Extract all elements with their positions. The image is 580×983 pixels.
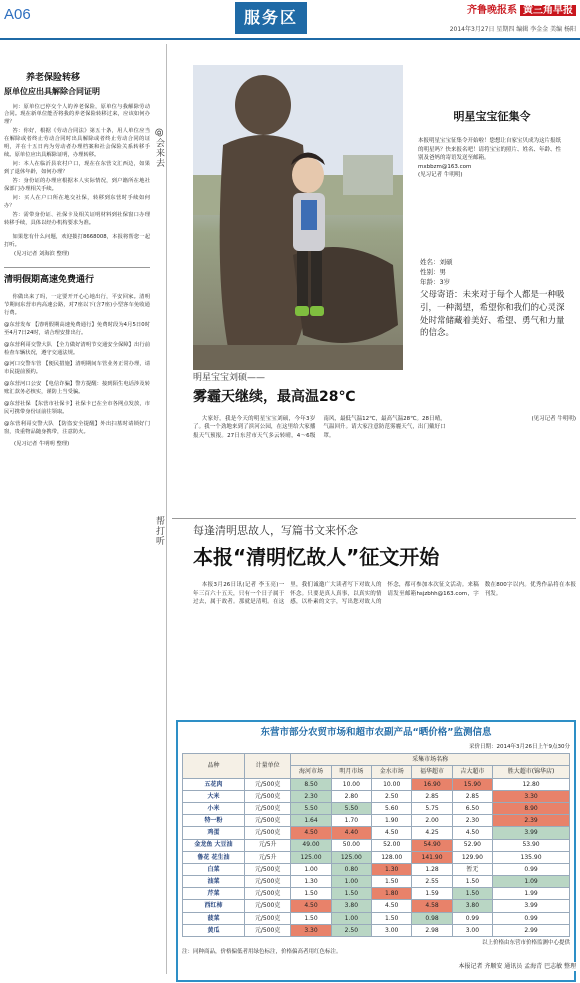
- unit-cell: 元/500克: [244, 876, 290, 888]
- price-cell: 1.50: [291, 912, 331, 924]
- weibo-post: @河口交警车管 【便民措施】清明期间车管业务正常办理，请市民提前预约。: [4, 361, 150, 376]
- product-name: 鸡蛋: [183, 827, 245, 839]
- qingming-paragraph: 本报3月26日讯(记者 李玉亮)一年三百六十五天，只有一个日子属于过去，属于故者。那就是清明。在这里，我们诚邀广大读者写下对故人的怀念。只要是真人真事，以真实的情感，以朴素的文字，写出您对故人的怀念，都可参加本次征文活动。来稿请发至邮箱hsjzbhh@163.com，字数在800字以内。优秀作品将在本报刊发。: [193, 582, 576, 606]
- unit-cell: 元/500克: [244, 778, 290, 790]
- price-cell: 2.80: [331, 790, 371, 802]
- price-cell: 129.90: [452, 851, 492, 863]
- highway-body: 你做出来了吗，一定要开开心心地出行，平安回家。清明节期间东营市内高速公路，对7座以下(含7座)小型客车免收通行费。: [4, 293, 150, 316]
- baby-photo: [193, 65, 403, 370]
- brand-logo: 齐鲁晚报系 黄三角早报: [467, 3, 576, 19]
- price-cell: 1.30: [372, 863, 412, 875]
- price-cell: 0.99: [493, 912, 570, 924]
- qingming-sub: 每逢清明思故人，写篇书文来怀念: [193, 524, 358, 537]
- page-number: A06: [4, 6, 31, 23]
- page-header: [0, 0, 580, 40]
- price-cell: 1.09: [493, 876, 570, 888]
- vertical-tab-bangdating: 帮打听: [154, 516, 164, 546]
- price-cell: 4.58: [412, 900, 452, 912]
- col-header: 吉大超市: [452, 766, 492, 778]
- weather-kicker: 明星宝宝刘硕——: [193, 373, 266, 383]
- price-cell: 1.00: [331, 876, 371, 888]
- price-cell: 52.90: [452, 839, 492, 851]
- col-header: 明月市场: [331, 766, 371, 778]
- unit-cell: 元/5升: [244, 839, 290, 851]
- baby-call-email: mxbbzm@163.com: [418, 163, 472, 170]
- price-cell: 4.50: [452, 827, 492, 839]
- price-cell: 3.00: [372, 924, 412, 936]
- price-cell: 4.25: [412, 827, 452, 839]
- qa-paragraph: 问：原单位已停交个人的养老保险，原单位与我解除劳动合同。现在新单位能否将我的养老保险转移过来，应该如何办理？: [4, 103, 150, 126]
- price-cell: 125.00: [291, 851, 331, 863]
- price-note: 注：同种商品，价格偏低者用绿色标注，价格偏高者用红色标注。: [182, 948, 342, 955]
- price-cell: 4.50: [291, 900, 331, 912]
- weibo-post: @东营利哥交警大队 【防盗安全提醒】外出扫墓时请锁好门窗，贵重物品随身携带，注意防火。: [4, 421, 150, 435]
- price-cell: 1.50: [291, 888, 331, 900]
- qa-paragraph: 问：买人在户口所在地交社保，转移到东营时手续如何办？: [4, 194, 150, 209]
- product-name: 特一粉: [183, 815, 245, 827]
- price-cell: 2.50: [331, 924, 371, 936]
- weibo-post: @东营发布 【清明假期高速免费通行】免费时段为4月5日0时至4月7日24时，请合理安排出行。: [4, 321, 150, 336]
- price-cell: 3.00: [452, 924, 492, 936]
- divider: [4, 267, 150, 268]
- dateline: 2014年3月27日 星期四 编辑 李金金 美编 杨阳: [449, 26, 576, 33]
- price-cell: 1.50: [452, 888, 492, 900]
- price-cell: 16.90: [412, 778, 452, 790]
- unit-cell: 元/500克: [244, 924, 290, 936]
- table-row: [183, 924, 570, 936]
- article-title-pension: 养老保险转移: [26, 73, 81, 83]
- price-cell: 3.99: [493, 900, 570, 912]
- price-cell: 暂无: [452, 863, 492, 875]
- qa-paragraph: 答：需带身份证、社保卡及相关证明材料到社保窗口办理转移手续，具体以经办机构要求为准。: [4, 211, 150, 226]
- price-cell: 0.98: [412, 912, 452, 924]
- table-row: [183, 802, 570, 814]
- price-cell: 128.00: [372, 851, 412, 863]
- price-cell: 12.80: [493, 778, 570, 790]
- col-header: 计量单位: [244, 754, 290, 778]
- unit-cell: 元/500克: [244, 827, 290, 839]
- credit: (见习记者 牛明明): [418, 172, 463, 179]
- unit-cell: 元/500克: [244, 863, 290, 875]
- price-cell: 3.30: [493, 790, 570, 802]
- price-cell: 2.30: [452, 815, 492, 827]
- price-cell: 10.00: [372, 778, 412, 790]
- price-cell: 0.99: [452, 912, 492, 924]
- col-header: 金水市场: [372, 766, 412, 778]
- price-cell: 1.64: [291, 815, 331, 827]
- product-name: 油菜: [183, 876, 245, 888]
- price-credits: 本报记者 齐顺安 通讯员 孟海青 巴志敏 整理: [330, 962, 576, 971]
- price-cell: 54.90: [412, 839, 452, 851]
- table-row: [183, 888, 570, 900]
- product-name: 小米: [183, 802, 245, 814]
- table-row: [183, 827, 570, 839]
- price-cell: 4.40: [331, 827, 371, 839]
- weather-paragraph: 大家好，我是今天的明星宝宝刘硕，今年3岁了。我一个劲地来到了滨河公园，在这里给大家播报天气预报。27日东营市天气多云转晴，4～6级南风，最低气温12℃，最高气温28℃。28日晴，气温回升。请大家注意防范雾霾天气，出门戴好口罩。: [193, 415, 446, 439]
- qingming-article: [193, 522, 576, 686]
- price-cell: 1.28: [412, 863, 452, 875]
- baby-wish: 父母寄语：未来对于每个人都是一种吸引，一种渴望，希望你和我们的心灵深处时常储藏着美好、希望、勇气和力量的信念。: [420, 290, 565, 339]
- product-name: 五花肉: [183, 778, 245, 790]
- price-cell: 0.80: [331, 863, 371, 875]
- table-row: [183, 912, 570, 924]
- price-cell: 135.90: [493, 851, 570, 863]
- price-source: 以上价格由东营市价格监测中心提供: [481, 940, 570, 947]
- price-cell: 1.00: [291, 863, 331, 875]
- unit-cell: 元/5升: [244, 851, 290, 863]
- unit-cell: 元/500克: [244, 790, 290, 802]
- price-cell: 2.98: [412, 924, 452, 936]
- hotline-note: 如果您有什么问题，欢迎拨打8668008，本报将帮您一起打听。: [4, 233, 150, 248]
- price-cell: 8.50: [291, 778, 331, 790]
- baby-call-body: [408, 137, 576, 180]
- price-cell: 15.90: [452, 778, 492, 790]
- table-row: [183, 778, 570, 790]
- price-cell: 2.85: [412, 790, 452, 802]
- left-column: [4, 72, 150, 977]
- product-name: 黄瓜: [183, 924, 245, 936]
- product-name: 金龙鱼 大豆油: [183, 839, 245, 851]
- credit: (见习记者 牛明明 整理): [14, 440, 70, 447]
- price-cell: 5.50: [291, 802, 331, 814]
- baby-call-box: [408, 108, 576, 180]
- price-cell: 125.00: [331, 851, 371, 863]
- header-rule: [0, 38, 580, 40]
- unit-cell: 元/500克: [244, 888, 290, 900]
- qa-paragraph: 答：身份证的办理应根据本人实际情况，到户籍所在地社保部门办理相关手续。: [4, 177, 150, 192]
- divider: [172, 518, 576, 519]
- baby-age: 年龄：3岁: [420, 278, 451, 287]
- table-row: [183, 815, 570, 827]
- price-cell: 1.50: [372, 912, 412, 924]
- product-name: 白菜: [183, 863, 245, 875]
- unit-cell: 元/500克: [244, 900, 290, 912]
- price-cell: 3.80: [331, 900, 371, 912]
- price-cell: 2.30: [291, 790, 331, 802]
- unit-cell: 元/500克: [244, 802, 290, 814]
- price-cell: 1.70: [331, 815, 371, 827]
- price-cell: 0.99: [493, 863, 570, 875]
- qingming-body: [193, 581, 576, 686]
- section-banner: 服务区: [235, 2, 307, 34]
- product-name: 鲁花 花生油: [183, 851, 245, 863]
- weibo-post: @东营社保 【东营市社保卡】社保卡已在全市各网点发放，市民可携带身份证前往领取。: [4, 401, 150, 416]
- weibo-post: @东营河口公安 【电信诈骗】警方提醒：接到陌生电话涉及转账汇款务必核实，谨防上当受骗。: [4, 381, 150, 396]
- price-cell: 10.00: [331, 778, 371, 790]
- price-cell: 2.50: [372, 790, 412, 802]
- table-row: [183, 876, 570, 888]
- price-cell: 1.50: [452, 876, 492, 888]
- qa-paragraph: 问：本人在临沂县农村户口，现在在东营文汇西边，如果到了退休年龄，如何办理？: [4, 161, 150, 175]
- product-name: 芹菜: [183, 888, 245, 900]
- price-cell: 49.00: [291, 839, 331, 851]
- price-cell: 5.60: [372, 802, 412, 814]
- col-header: 品种: [183, 754, 245, 778]
- price-cell: 2.99: [493, 924, 570, 936]
- product-name: 菠菜: [183, 912, 245, 924]
- table-row: [183, 839, 570, 851]
- price-cell: 5.50: [331, 802, 371, 814]
- group-header: 采集市场名称: [291, 754, 570, 766]
- baby-name: 姓名：刘硕: [420, 258, 453, 266]
- weather-body: [193, 415, 576, 505]
- price-cell: 53.90: [493, 839, 570, 851]
- baby-gender: 性别：男: [420, 268, 446, 277]
- baby-profile: [420, 257, 570, 340]
- price-cell: 1.99: [493, 888, 570, 900]
- price-cell: 4.50: [291, 827, 331, 839]
- price-cell: 4.50: [372, 827, 412, 839]
- price-cell: 1.80: [372, 888, 412, 900]
- col-header: 福华超市: [412, 766, 452, 778]
- price-cell: 141.90: [412, 851, 452, 863]
- product-name: 大米: [183, 790, 245, 802]
- price-cell: 50.00: [331, 839, 371, 851]
- table-row: [183, 851, 570, 863]
- article-title-highway: 清明假期高速免费通行: [4, 275, 95, 286]
- photo-illustration: [193, 65, 403, 370]
- price-cell: 2.39: [493, 815, 570, 827]
- price-cell: 3.30: [291, 924, 331, 936]
- price-cell: 5.75: [412, 802, 452, 814]
- article-subtitle-pension: 原单位应出具解除合同证明: [4, 86, 100, 96]
- price-cell: 2.55: [412, 876, 452, 888]
- price-cell: 4.50: [372, 900, 412, 912]
- price-cell: 2.85: [452, 790, 492, 802]
- price-cell: 3.80: [452, 900, 492, 912]
- price-cell: 8.90: [493, 802, 570, 814]
- col-header: 胜大超市(锦华店): [493, 766, 570, 778]
- price-cell: 52.00: [372, 839, 412, 851]
- price-cell: 1.50: [331, 888, 371, 900]
- unit-cell: 元/500克: [244, 815, 290, 827]
- table-row: [183, 863, 570, 875]
- price-cell: 1.50: [372, 876, 412, 888]
- price-cell: 2.00: [412, 815, 452, 827]
- price-cell: 3.99: [493, 827, 570, 839]
- price-monitor: [176, 720, 576, 982]
- price-cell: 1.59: [412, 888, 452, 900]
- price-cell: 1.30: [291, 876, 331, 888]
- price-date: 采价日期：2014年3月26日上午9点30分: [469, 743, 570, 750]
- column-rule: [166, 44, 167, 974]
- price-title: 东营市部分农贸市场和超市农副产品“晒价格”监测信息: [260, 727, 492, 738]
- credit: (见习记者 牛明明): [531, 415, 576, 422]
- unit-cell: 元/500克: [244, 912, 290, 924]
- price-cell: 6.50: [452, 802, 492, 814]
- vertical-tab-huilaiqu: @会来去: [154, 128, 164, 168]
- table-row: [183, 900, 570, 912]
- baby-call-intro: 本报明星宝宝征集令开始啦！您想让自家宝贝成为这片报纸的明星吗？快来报名吧！请将宝宝的照片、姓名、年龄、性别及爸妈的寄语发送至邮箱。: [418, 138, 562, 162]
- qa-paragraph: 答：你好，根据《劳动合同法》第五十条，用人单位应当在解除或者终止劳动合同时出具解除或者终止劳动合同的证明，并在十五日内为劳动者办理档案和社会保险关系转移手续。原单位应出具解除证明，办理转移。: [4, 128, 150, 159]
- weather-headline: 雾霾天继续，最高温28℃: [193, 388, 356, 405]
- col-header: 海河市场: [291, 766, 331, 778]
- product-name: 西红柿: [183, 900, 245, 912]
- credit: (见习记者 刘海滨 整理): [14, 251, 70, 258]
- price-table: [182, 753, 570, 937]
- qingming-headline: 本报“清明忆故人”征文开始: [193, 545, 440, 570]
- weibo-post: @东营利哥交警大队 【全力做好清明节交通安全保障】出行前检查车辆状况，遵守交通法规。: [4, 341, 150, 356]
- price-cell: 1.00: [331, 912, 371, 924]
- price-cell: 1.90: [372, 815, 412, 827]
- table-row: [183, 790, 570, 802]
- weather-article: [193, 372, 576, 505]
- baby-call-title: 明星宝宝征集令: [453, 110, 531, 123]
